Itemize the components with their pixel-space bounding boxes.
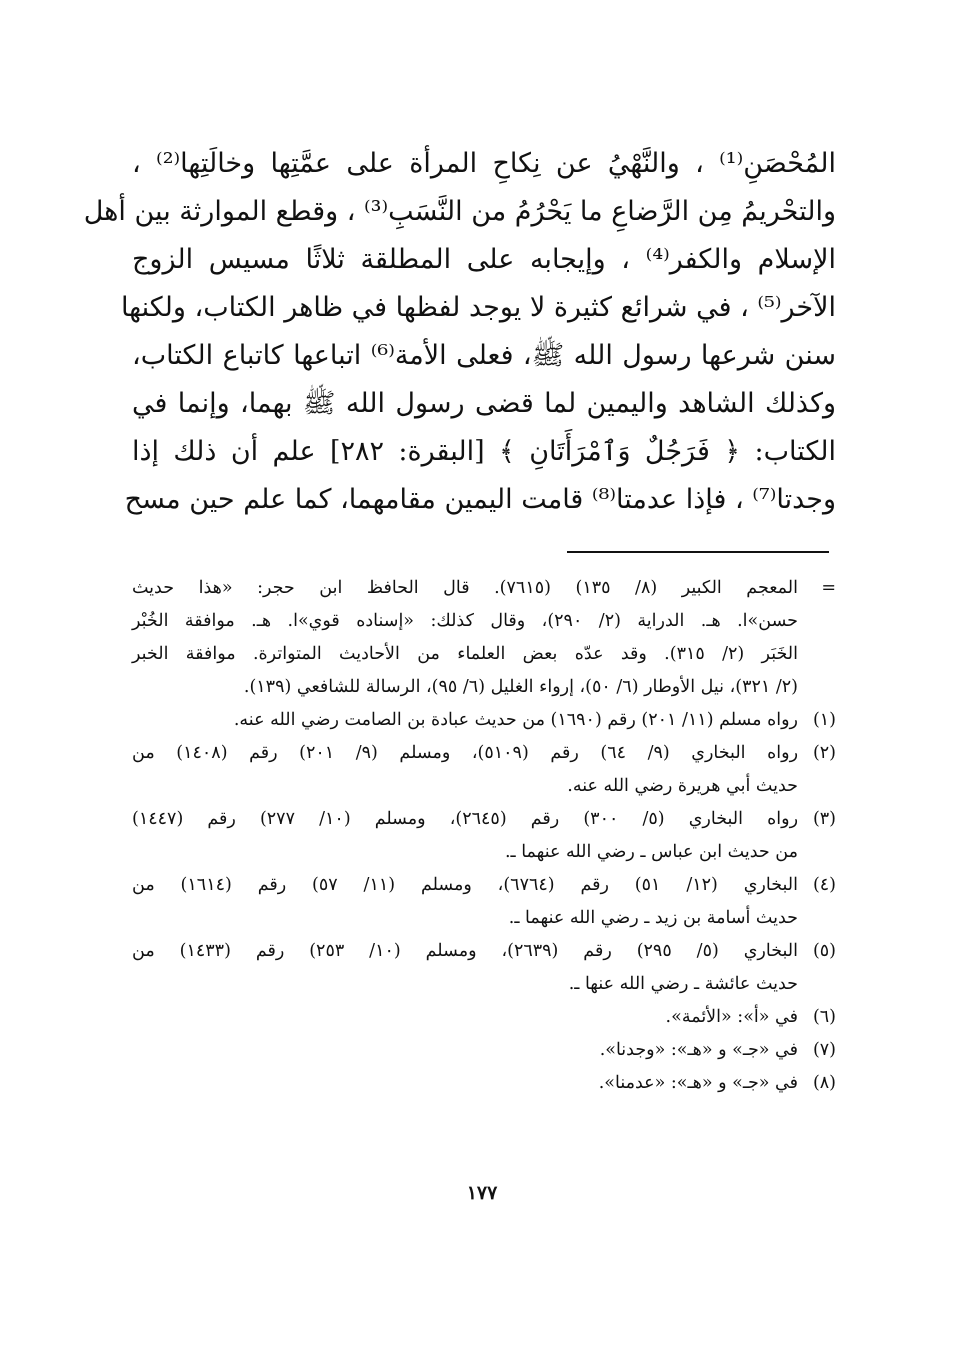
footnote-line: (٢/ ٣٢١)، نيل الأوطار (٦/ ٥٠)، إرواء الغليل (٦/ ٩٥)، الرسالة للشافعي (١٣٩). (243, 677, 798, 697)
footnote-line: حديث عائشة ـ رضي الله عنها ـ. (568, 974, 798, 994)
footnote-3 (132, 803, 836, 869)
main-text-line: الآخر⁽⁵⁾ ، في شرائع كثيرة لا يوجد لفظها في ظاهر الكتاب، ولكنها (120, 292, 836, 323)
main-text-block (83, 140, 837, 524)
footnote-line: من حديث ابن عباس ـ رضي الله عنهما ـ. (504, 842, 798, 862)
footnote-number: (٧) (812, 1040, 836, 1060)
footnote-line: حسن»ا. هـ. الدراية (٢/ ٢٩٠)، وقال كذلك: «إسناده قوي»ا. هـ. موافقة الخُبْر (132, 611, 798, 631)
footnote-line: المعجم الكبير (٨/ ١٣٥) (٧٦١٥). قال الحافظ ابن حجر: «هذا حديث (132, 578, 798, 598)
footnote-7 (132, 1034, 836, 1067)
footnote-continuation (132, 572, 836, 704)
main-text-line: والتحْريمُ مِن الرَّضاعِ ما يَحْرُمُ من النَّسَبِ⁽³⁾ ، وقطع الموارثة بين أهل (83, 196, 836, 227)
footnote-line: في «جـ» و «هـ»: «عدمنا». (598, 1073, 798, 1093)
footnote-line: الخَبَر (٢/ ٣١٥). وقد عدّه بعض العلماء من الأحاديث المتواترة. موافقة الخبر (132, 644, 798, 664)
footnote-number: (٥) (812, 941, 836, 961)
footnote-line: في «أ»: «الأئمة». (665, 1007, 798, 1027)
footnote-line: رواه مسلم (١١/ ٢٠١) رقم (١٦٩٠) من حديث عبادة بن الصامت رضي الله عنه. (233, 710, 798, 730)
page-number: ١٧٧ (466, 1182, 498, 1204)
footnote-line: رواه البخاري (٥/ ٣٠٠) رقم (٢٦٤٥)، ومسلم (١٠/ ٢٧٧) رقم (١٤٤٧) (132, 809, 799, 829)
footnote-line: البخاري (٥/ ٢٩٥) رقم (٢٦٣٩)، ومسلم (١٠/ ٢٥٣) رقم (١٤٣٣) من (132, 941, 798, 961)
footnote-number: (٣) (812, 809, 836, 829)
main-text-line: سنن شرعها رسول الله ﷺ، فعلى الأمة⁽⁶⁾ اتباعها كاتباع الكتاب، (132, 340, 836, 371)
footnote-5 (132, 935, 836, 1001)
footnote-number: (٤) (812, 875, 836, 895)
footnote-6 (132, 1001, 836, 1034)
footnotes-block (132, 572, 836, 1100)
main-text-line: الكتاب: ﴿ فَرَجُلٌ وَٱمْرَأَتَانِ ﴾ [البقرة: ٢٨٢] علم أن ذلك إذا (132, 436, 836, 467)
main-text-line: وجدتا⁽⁷⁾ ، فإذا عدمتا⁽⁸⁾ قامت اليمين مقامهما، كما علم حين مسح (124, 484, 836, 515)
footnote-number: (٦) (812, 1007, 836, 1027)
footnote-2 (132, 737, 836, 803)
footnote-number: (١) (812, 710, 836, 730)
footnote-line: البخاري (١٢/ ٥١) رقم (٦٧٦٤)، ومسلم (١١/ ٥٧) رقم (١٦١٤) من (132, 875, 798, 895)
footnote-number: (٨) (812, 1073, 836, 1093)
footnote-line: حديث أبي هريرة رضي الله عنه. (567, 776, 798, 796)
footnote-line: حديث أسامة بن زيد ـ رضي الله عنهما ـ. (508, 908, 798, 928)
main-text-line: الإسلام والكفر⁽⁴⁾ ، وإيجابه على المطلقة ثلاثًا مسيس الزوج (132, 244, 837, 275)
footnote-8 (132, 1067, 836, 1100)
continuation-marker: = (821, 578, 836, 598)
main-text-line: المُحْصَنِ⁽¹⁾ ، والنَّهْيُ عن نِكاحِ المرأة على عمَّتِها وخالَتِها⁽²⁾ ، (132, 148, 836, 179)
footnote-line: رواه البخاري (٩/ ٦٤) رقم (٥١٠٩)، ومسلم (٩/ ٢٠١) رقم (١٤٠٨) من (132, 743, 799, 763)
footnote-4 (132, 869, 836, 935)
footnote-line: في «جـ» و «هـ»: «وجدنا». (599, 1040, 798, 1060)
footnote-1 (132, 704, 836, 737)
footnote-number: (٢) (812, 743, 836, 763)
footnote-separator (567, 551, 829, 553)
main-text-line: وكذلك الشاهد واليمين لما قضى رسول الله ﷺ بهما، وإنما في (132, 388, 836, 419)
